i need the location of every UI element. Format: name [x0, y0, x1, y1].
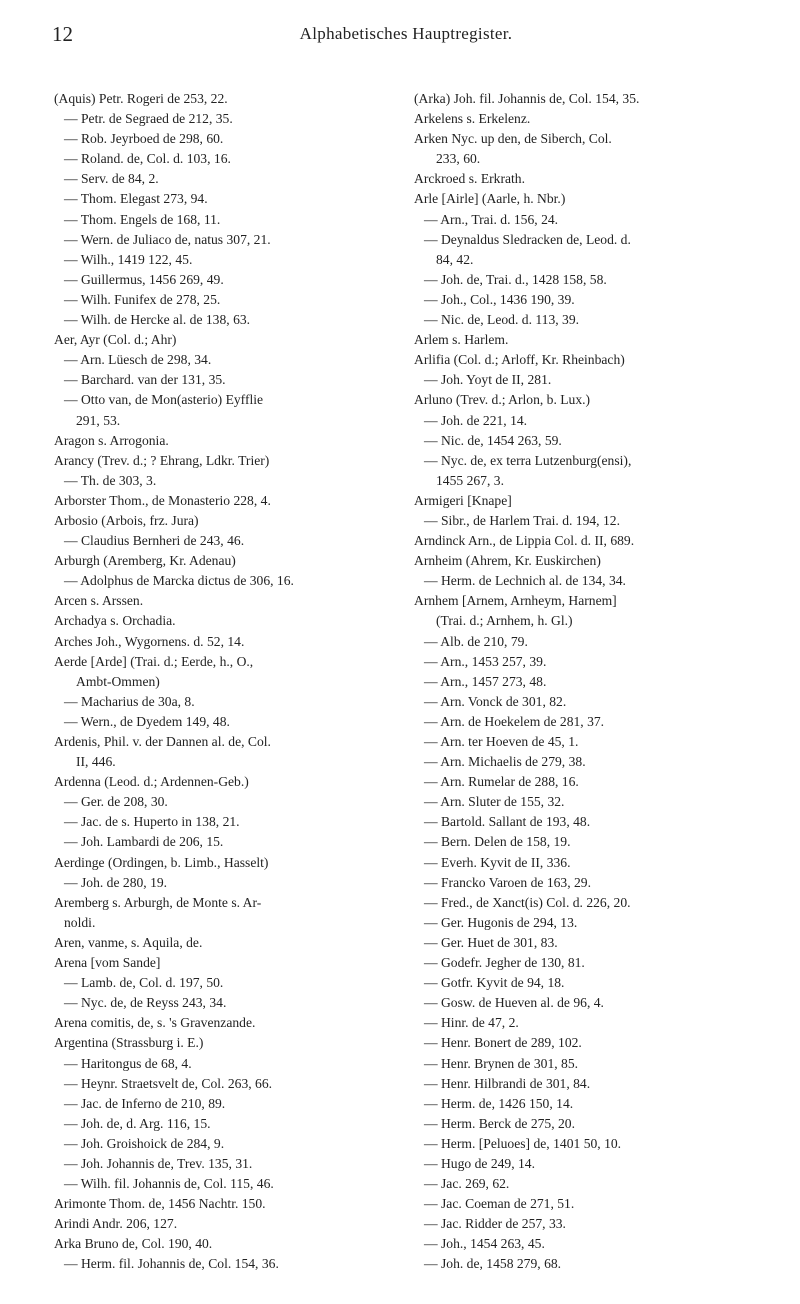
- index-entry: — Joh. de, d. Arg. 116, 15.: [64, 1115, 211, 1131]
- index-entry: — Wern., de Dyedem 149, 48.: [64, 713, 230, 729]
- index-entry: — Arn., 1453 257, 39.: [424, 653, 547, 669]
- index-entry: — Jac. de Inferno de 210, 89.: [64, 1095, 226, 1111]
- index-entry: 233, 60.: [436, 151, 481, 167]
- index-entry: — Nyc. de, ex terra Lutzenburg(ensi),: [424, 452, 632, 468]
- index-entry: — Arn. ter Hoeven de 45, 1.: [424, 734, 579, 749]
- index-entry: — Bartold. Sallant de 193, 48.: [424, 814, 591, 830]
- index-entry: Arches Joh., Wygornens. d. 52, 14.: [54, 633, 245, 649]
- index-entry: Aerdinge (Ordingen, b. Limb., Hasselt): [54, 854, 269, 870]
- index-entry: 291, 53.: [76, 412, 121, 428]
- index-entry: — Arn. de Hoekelem de 281, 37.: [424, 713, 605, 729]
- index-entry: — Heynr. Straetsvelt de, Col. 263, 66.: [64, 1075, 273, 1091]
- index-entry: — Jac. de s. Huperto in 138, 21.: [64, 814, 240, 830]
- index-entry: — Nic. de, Leod. d. 113, 39.: [424, 312, 580, 328]
- index-entry: — Jac. 269, 62.: [424, 1176, 510, 1192]
- index-entry: Arbosio (Arbois, frz. Jura): [54, 512, 199, 528]
- running-title: Alphabetisches Hauptregister.: [299, 24, 513, 43]
- index-entry: — Joh., Col., 1436 190, 39.: [424, 291, 575, 307]
- index-entry: — Fred., de Xanct(is) Col. d. 226, 20.: [424, 894, 631, 910]
- index-entry: — Joh. de 221, 14.: [424, 412, 528, 428]
- index-entry: — Arn. Rumelar de 288, 16.: [424, 774, 579, 790]
- index-entry: — Wern. de Juliaco de, natus 307, 21.: [64, 231, 271, 247]
- index-entry: — Guillermus, 1456 269, 49.: [64, 271, 224, 287]
- index-entry: — Wilh. fil. Johannis de, Col. 115, 46.: [64, 1176, 274, 1192]
- index-entry: — Henr. Bonert de 289, 102.: [424, 1035, 582, 1051]
- index-entry: — Arn. Lüesch de 298, 34.: [64, 352, 212, 368]
- index-entry: Arka Bruno de, Col. 190, 40.: [54, 1236, 213, 1252]
- index-entry: — Thom. Elegast 273, 94.: [64, 191, 208, 207]
- index-entry: Aragon s. Arrogonia.: [54, 432, 169, 448]
- index-entry: — Joh. Johannis de, Trev. 135, 31.: [64, 1155, 253, 1171]
- index-entry: — Henr. Brynen de 301, 85.: [424, 1055, 579, 1071]
- index-entry: — Gosw. de Hueven al. de 96, 4.: [424, 995, 604, 1011]
- index-entry: Arnheim (Ahrem, Kr. Euskirchen): [414, 553, 601, 569]
- index-entry: — Wilh., 1419 122, 45.: [64, 251, 193, 267]
- index-entry: — Sibr., de Harlem Trai. d. 194, 12.: [424, 512, 620, 528]
- index-column-left: [54, 89, 400, 1275]
- index-entry: — Arn. Michaelis de 279, 38.: [424, 754, 586, 770]
- index-entry: — Rob. Jeyrboed de 298, 60.: [64, 131, 224, 147]
- index-entry: — Jac. Coeman de 271, 51.: [424, 1196, 575, 1212]
- index-entry: — Herm. fil. Johannis de, Col. 154, 36.: [64, 1256, 279, 1272]
- index-entry: Ardenna (Leod. d.; Ardennen-Geb.): [54, 774, 249, 790]
- index-entry: Arkelens s. Erkelenz.: [414, 111, 531, 127]
- index-entry: — Joh. de 280, 19.: [64, 874, 168, 890]
- index-entry: Ambt-Ommen): [76, 673, 160, 689]
- index-entry: — Arn., Trai. d. 156, 24.: [424, 211, 559, 227]
- index-entry: Arborster Thom., de Monasterio 228, 4.: [54, 492, 271, 508]
- index-entry: — Barchard. van der 131, 35.: [64, 372, 226, 388]
- index-entry: — Claudius Bernheri de 243, 46.: [64, 533, 245, 549]
- index-entry: 84, 42.: [436, 251, 474, 267]
- index-entry: — Hinr. de 47, 2.: [424, 1015, 519, 1031]
- index-entry: — Serv. de 84, 2.: [64, 171, 159, 187]
- index-entry: Arndinck Arn., de Lippia Col. d. II, 689.: [414, 533, 635, 549]
- index-entry: — Ger. de 208, 30.: [64, 794, 168, 810]
- index-entry: — Arn. Sluter de 155, 32.: [424, 794, 565, 810]
- index-entry: — Hugo de 249, 14.: [424, 1155, 536, 1171]
- index-entry: Arle [Airle] (Aarle, h. Nbr.): [414, 191, 566, 207]
- index-entry: — Joh. de, Trai. d., 1428 158, 58.: [424, 271, 607, 287]
- page-header: [52, 22, 760, 50]
- index-entry: Arken Nyc. up den, de Siberch, Col.: [414, 131, 612, 147]
- index-entry: (Arka) Joh. fil. Johannis de, Col. 154, 35.: [414, 91, 640, 106]
- index-entry: — Jac. Ridder de 257, 33.: [424, 1216, 566, 1232]
- index-entry: — Wilh. Funifex de 278, 25.: [64, 291, 221, 307]
- index-entry: Argentina (Strassburg i. E.): [54, 1035, 204, 1051]
- index-entry: — Wilh. de Hercke al. de 138, 63.: [64, 312, 251, 328]
- index-entry: — Macharius de 30a, 8.: [64, 693, 195, 709]
- index-entry: — Joh., 1454 263, 45.: [424, 1236, 545, 1252]
- index-entry: — Herm. de Lechnich al. de 134, 34.: [424, 573, 626, 589]
- index-entry: — Petr. de Segraed de 212, 35.: [64, 111, 233, 127]
- index-entry: — Herm. [Peluoes] de, 1401 50, 10.: [424, 1135, 622, 1151]
- index-entry: Archadya s. Orchadia.: [54, 613, 176, 629]
- index-entry: — Joh. Lambardi de 206, 15.: [64, 834, 224, 850]
- index-entry: — Roland. de, Col. d. 103, 16.: [64, 151, 231, 167]
- index-entry: — Ger. Hugonis de 294, 13.: [424, 914, 578, 930]
- index-entry: Aerde [Arde] (Trai. d.; Eerde, h., O.,: [54, 653, 254, 669]
- index-entry: 1455 267, 3.: [436, 472, 504, 488]
- index-entry: — Gotfr. Kyvit de 94, 18.: [424, 975, 565, 991]
- index-entry: Arckroed s. Erkrath.: [414, 171, 525, 187]
- index-entry: — Everh. Kyvit de II, 336.: [424, 854, 571, 870]
- index-entry: (Aquis) Petr. Rogeri de 253, 22.: [54, 91, 228, 106]
- index-entry: Arlem s. Harlem.: [414, 332, 509, 348]
- index-entry: — Joh. Groishoick de 284, 9.: [64, 1135, 225, 1151]
- index-entry: — Bern. Delen de 158, 19.: [424, 834, 571, 850]
- index-entry: — Herm. Berck de 275, 20.: [424, 1115, 576, 1131]
- index-entry: Arindi Andr. 206, 127.: [54, 1216, 178, 1232]
- index-entry: — Ger. Huet de 301, 83.: [424, 934, 558, 950]
- index-entry: — Nyc. de, de Reyss 243, 34.: [64, 995, 227, 1011]
- index-entry: — Deynaldus Sledracken de, Leod. d.: [424, 231, 631, 247]
- index-column-right: [414, 89, 760, 1275]
- index-entry: Arcen s. Arssen.: [54, 593, 144, 609]
- index-entry: — Haritongus de 68, 4.: [64, 1055, 192, 1071]
- index-entry: Arancy (Trev. d.; ? Ehrang, Ldkr. Trier): [54, 452, 270, 468]
- index-entry: Arnhem [Arnem, Arnheym, Harnem]: [414, 593, 617, 609]
- index-entry: — Th. de 303, 3.: [64, 472, 157, 488]
- index-entry: II, 446.: [76, 754, 116, 770]
- index-entry: — Arn. Vonck de 301, 82.: [424, 693, 567, 709]
- index-entry: Arena [vom Sande]: [54, 955, 161, 971]
- index-entry: Armigeri [Knape]: [414, 492, 512, 508]
- index-entry: Aremberg s. Arburgh, de Monte s. Ar-: [54, 894, 262, 910]
- index-entry: noldi.: [64, 914, 96, 930]
- index-entry: Arlifia (Col. d.; Arloff, Kr. Rheinbach): [414, 352, 625, 368]
- index-entry: — Otto van, de Mon(asterio) Eyfflie: [64, 392, 264, 408]
- index-entry: Arimonte Thom. de, 1456 Nachtr. 150.: [54, 1196, 266, 1212]
- page-number: 12: [52, 22, 73, 46]
- index-entry: Aren, vanme, s. Aquila, de.: [54, 934, 203, 950]
- index-entry: — Thom. Engels de 168, 11.: [64, 211, 221, 227]
- index-entry: — Joh. de, 1458 279, 68.: [424, 1256, 562, 1272]
- index-entry: — Herm. de, 1426 150, 14.: [424, 1095, 574, 1111]
- index-entry: (Trai. d.; Arnhem, h. Gl.): [436, 613, 573, 629]
- index-entry: — Alb. de 210, 79.: [424, 633, 528, 649]
- index-entry: — Nic. de, 1454 263, 59.: [424, 432, 562, 448]
- index-entry: — Arn., 1457 273, 48.: [424, 673, 547, 689]
- index-entry: — Henr. Hilbrandi de 301, 84.: [424, 1075, 591, 1091]
- index-entry: Ardenis, Phil. v. der Dannen al. de, Col.: [54, 734, 271, 749]
- index-entry: Arburgh (Aremberg, Kr. Adenau): [54, 553, 236, 569]
- index-entry: — Lamb. de, Col. d. 197, 50.: [64, 975, 224, 991]
- index-entry: Arena comitis, de, s. 's Gravenzande.: [54, 1015, 256, 1031]
- index-entry: Arluno (Trev. d.; Arlon, b. Lux.): [414, 392, 591, 408]
- index-entry: — Adolphus de Marcka dictus de 306, 16.: [64, 573, 294, 589]
- index-entry: — Francko Varoen de 163, 29.: [424, 874, 591, 890]
- index-entry: — Joh. Yoyt de II, 281.: [424, 372, 552, 388]
- index-entry: Aer, Ayr (Col. d.; Ahr): [54, 332, 177, 348]
- index-entry: — Godefr. Jegher de 130, 81.: [424, 955, 585, 971]
